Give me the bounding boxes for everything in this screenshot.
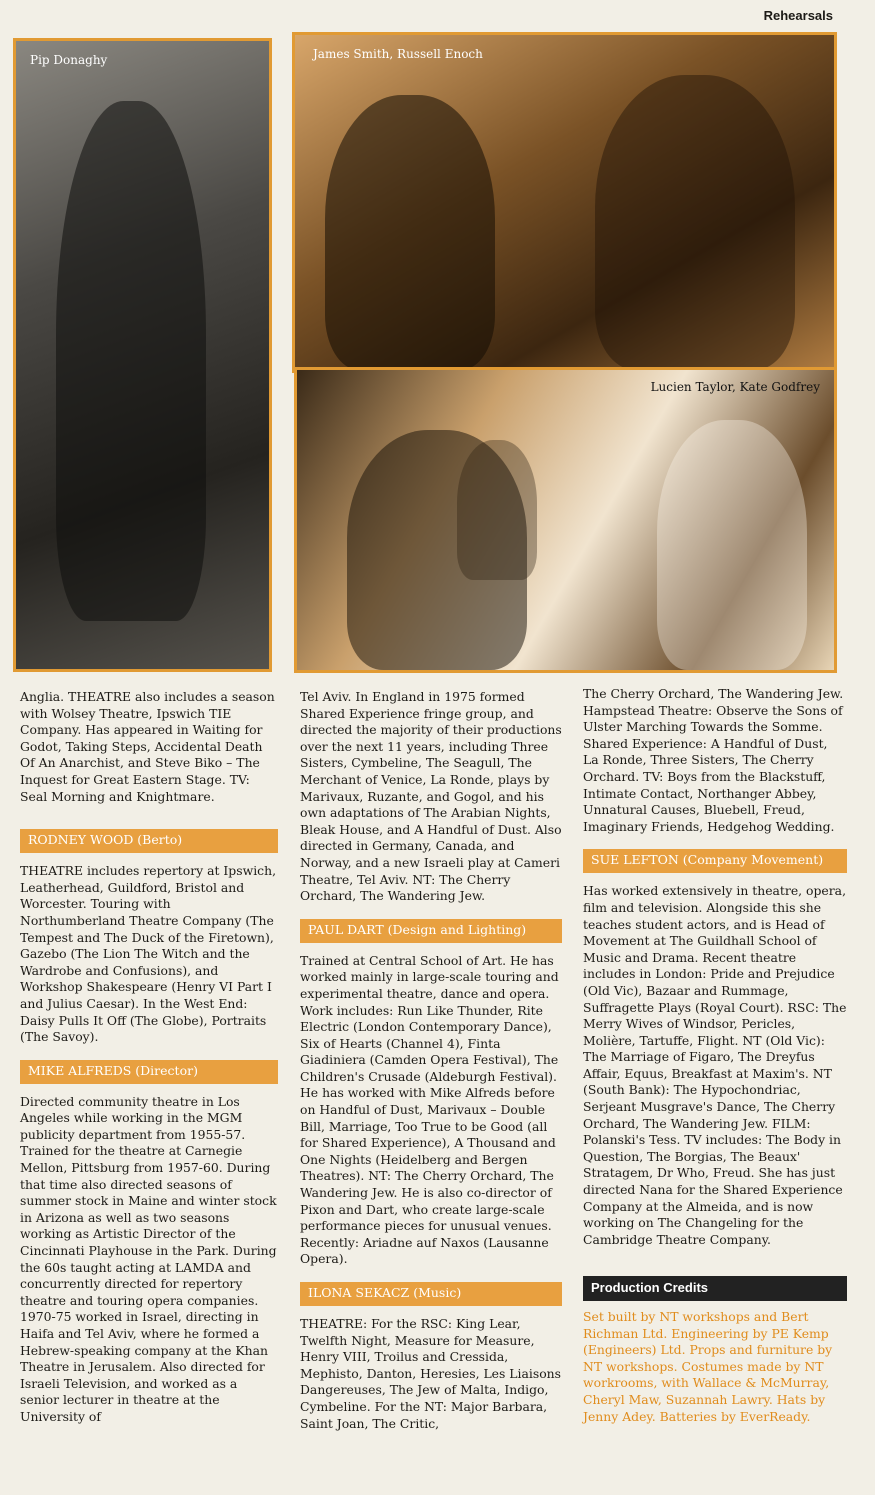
bio-heading-sue-lefton: SUE LEFTON (Company Movement) bbox=[583, 849, 847, 873]
photo-taylor-godfrey bbox=[294, 367, 837, 673]
column-2 bbox=[300, 689, 562, 1432]
bio-heading-paul-dart: PAUL DART (Design and Lighting) bbox=[300, 919, 562, 943]
figure-silhouette bbox=[595, 75, 795, 370]
bio-text: Has worked extensively in theatre, opera, film and television. Alongside this she teaches student actors, and is Head of Movement at The Guildhall School of Music and Drama. Recent theatre includes in London: Pride and Prejudice (Old Vic), Bazaar and Rummage, Suffragette Plays (Royal Court). RSC: The Merry Wives of Windsor, Pericles, Molière, Tartuffe, Flight. NT (Old Vic): The Marriage of Figaro, The Dreyfus Affair, Equus, Breakfast at Maxim's. NT (South Bank): The Hypochondriac, Serjeant Musgrave's Dance, The Cherry Orchard, The Wandering Jew. FILM: Polanski's Tess. TV includes: The Body in Question, The Borgias, The Beaux' Stratagem, Dr Who, Freud. She has just directed Nana for the Shared Experience Company at the Almeida, and is now working on The Changeling for the Cambridge Theatre Company. bbox=[583, 883, 847, 1247]
photo-caption: Pip Donaghy bbox=[30, 53, 108, 67]
column-1 bbox=[20, 689, 278, 1426]
figure-silhouette bbox=[325, 95, 495, 370]
photo-caption: James Smith, Russell Enoch bbox=[313, 47, 483, 61]
bio-continuation: Anglia. THEATRE also includes a season with Wolsey Theatre, Ipswich TIE Company. Has appeared in Waiting for Godot, Taking Steps, Accidental Death Of An Anarchist, and Steve Biko – The Inquest for Great Eastern Stage. TV: Seal Morning and Knightmare. bbox=[20, 689, 275, 804]
bio-continuation: Tel Aviv. In England in 1975 formed Shared Experience fringe group, and directed the majority of their productions over the next 11 years, including Three Sisters, Cymbeline, The Seagull, The Merchant of Venice, La Ronde, plays by Marivaux, Ruzante, and Gogol, and his own adaptations of The Arabian Nights, Bleak House, and A Handful of Dust. Also directed in Germany, Canada, and Norway, and a new Israeli play at Cameri Theatre, Tel Aviv. NT: The Cherry Orchard, The Wandering Jew. bbox=[300, 689, 562, 904]
photo-caption: Lucien Taylor, Kate Godfrey bbox=[650, 380, 820, 394]
bio-continuation: The Cherry Orchard, The Wandering Jew. Hampstead Theatre: Observe the Sons of Ulster Marching Towards the Somme. Shared Experience: A Handful of Dust, La Ronde, Three Sisters, The Cherry Orchard. TV: Boys from the Blackstuff, Intimate Contact, Northanger Abbey, Unnatural Causes, Bluebell, Freud, Imaginary Friends, Hedgehog Wedding. bbox=[583, 686, 844, 834]
bio-heading-mike-alfreds: MIKE ALFREDS (Director) bbox=[20, 1060, 278, 1084]
photo-pip-donaghy bbox=[13, 38, 272, 672]
bio-text: Trained at Central School of Art. He has worked mainly in large-scale touring and experimental theatre, dance and opera. Work includes: Run Like Thunder, Rite Electric (London Contemporary Dance), Six of Hearts (Channel 4), Finta Giadiniera (Camden Opera Festival), The Children's Crusade (Aldeburgh Festival). He has worked with Mike Alfreds before on Handful of Dust, Marivaux – Double Bill, Marriage, Too True to be Good (all for Shared Experience), A Thousand and One Nights (Heidelberg and Bergen Theatres). NT: The Cherry Orchard, The Wandering Jew. He is also co-director of Pixon and Dart, who create large-scale performance pieces for unusual venues. Recently: Ariadne auf Naxos (Lausanne Opera). bbox=[300, 952, 559, 1267]
production-credits-text: Set built by NT workshops and Bert Richman Ltd. Engineering by PE Kemp (Engineers) Ltd. Props and furniture by NT workshops. Costumes made by NT workrooms, with Wallace & McMurray, Cheryl Maw, Suzannah Lawry. Hats by Jenny Adey. Batteries by EverReady. bbox=[583, 1309, 833, 1424]
production-credits-heading: Production Credits bbox=[583, 1276, 847, 1301]
bio-heading-ilona-sekacz: ILONA SEKACZ (Music) bbox=[300, 1282, 562, 1306]
photo-smith-enoch bbox=[292, 32, 837, 373]
bio-text: THEATRE: For the RSC: King Lear, Twelfth Night, Measure for Measure, Henry VIII, Troilus and Cressida, Mephisto, Danton, Heresies, Les Liaisons Dangereuses, The Jew of Malta, Indigo, Cymbeline. For the NT: Major Barbara, Saint Joan, The Critic, bbox=[300, 1316, 562, 1431]
bio-heading-rodney-wood: RODNEY WOOD (Berto) bbox=[20, 829, 278, 853]
column-3 bbox=[583, 686, 847, 1425]
figure-silhouette bbox=[457, 440, 537, 580]
bio-text: Directed community theatre in Los Angeles while working in the MGM publicity department from 1955-57. Trained for the theatre at Carnegie Mellon, Pittsburg from 1957-60. During that time also directed seasons of summer stock in Maine and winter stock in Arizona as well as two seasons working as Artistic Director of the Cincinnati Playhouse in the Park. During the 60s taught acting at LAMDA and concurrently directed for repertory theatre and touring opera companies. 1970-75 worked in Israel, directing in Haifa and Tel Aviv, where he formed a Hebrew-speaking company at the Khan Theatre in Jerusalem. Also directed for Israeli Television, and worked as a senior lecturer in theatre at the University of bbox=[20, 1093, 277, 1424]
figure-silhouette bbox=[657, 420, 807, 670]
section-label: Rehearsals bbox=[763, 8, 833, 23]
bio-text: THEATRE includes repertory at Ipswich, Leatherhead, Guildford, Bristol and Worcester. Touring with Northumberland Theatre Company (The Tempest and The Duck of the Firetown), Gazebo (The Lion The Witch and the Wardrobe and Confusions), and Workshop Shakespeare (Henry VI Part I and Julius Caesar). In the West End: Daisy Pulls It Off (The Globe), Portraits (The Savoy). bbox=[20, 863, 277, 1045]
figure-silhouette bbox=[56, 101, 206, 621]
